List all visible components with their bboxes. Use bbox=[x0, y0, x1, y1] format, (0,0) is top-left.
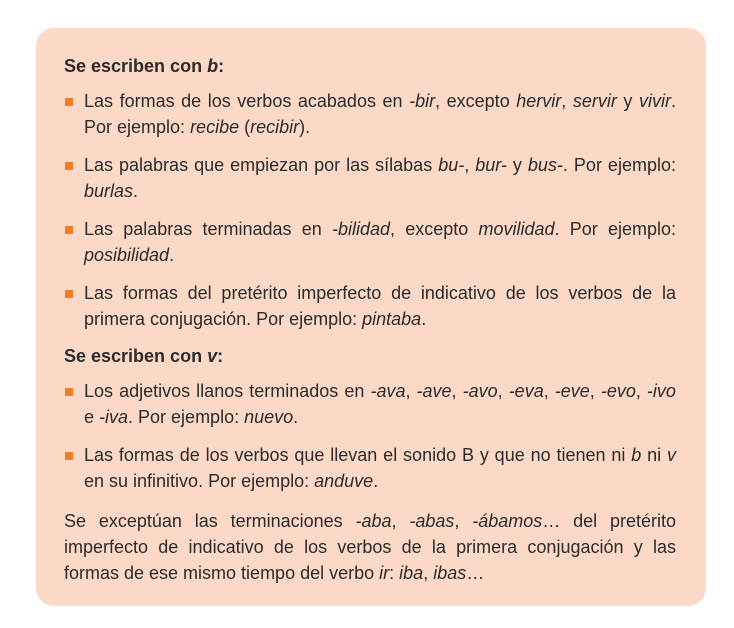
text-run: Se exceptúan las terminaciones bbox=[64, 511, 356, 531]
text-run: … del pretérito imperfecto de indicativo de los verbos de la primera conjugación y las formas de ese mismo tiempo del verbo bbox=[64, 511, 676, 583]
text-run: Las palabras terminadas en bbox=[84, 219, 332, 239]
text-run: , bbox=[405, 381, 417, 401]
italic-text: -bilidad bbox=[331, 219, 391, 239]
rules-card bbox=[36, 28, 706, 606]
italic-text: -eve bbox=[554, 381, 590, 401]
text-run: e bbox=[84, 407, 100, 427]
text-run: … bbox=[466, 563, 485, 583]
heading-v-prefix: Se escriben con bbox=[64, 346, 208, 366]
heading-b bbox=[64, 54, 676, 78]
text-run: y bbox=[616, 91, 639, 111]
italic-text: burlas bbox=[84, 181, 134, 201]
text-run: , bbox=[543, 381, 555, 401]
text-run: ni bbox=[641, 445, 667, 465]
italic-text: bus- bbox=[527, 155, 563, 175]
italic-text: servir bbox=[572, 91, 617, 111]
list-item bbox=[64, 216, 676, 268]
bullet-square-icon bbox=[65, 162, 73, 170]
list-item bbox=[64, 280, 676, 332]
list-v bbox=[64, 378, 676, 494]
text-run: Los adjetivos llanos terminados en bbox=[84, 381, 371, 401]
italic-text: b bbox=[631, 445, 642, 465]
italic-text: -ábamos bbox=[472, 511, 543, 531]
italic-text: v bbox=[667, 445, 676, 465]
text-run: , bbox=[391, 511, 410, 531]
text-run: , bbox=[589, 381, 601, 401]
text-run: , bbox=[561, 91, 573, 111]
bullet-square-icon bbox=[65, 98, 73, 106]
italic-text: -evo bbox=[600, 381, 636, 401]
italic-text: bur- bbox=[475, 155, 507, 175]
text-run: ). bbox=[299, 117, 311, 137]
italic-text: -ave bbox=[416, 381, 452, 401]
text-run: . bbox=[421, 309, 427, 329]
heading-b-letter: b bbox=[207, 56, 219, 76]
bullet-square-icon bbox=[65, 290, 73, 298]
italic-text: -eva bbox=[508, 381, 544, 401]
text-run: . bbox=[169, 245, 175, 265]
heading-v-letter: v bbox=[207, 346, 218, 366]
italic-text: recibir bbox=[250, 117, 300, 137]
list-item bbox=[64, 88, 676, 140]
italic-text: anduve bbox=[314, 471, 374, 491]
text-run: , bbox=[464, 155, 476, 175]
text-run: , bbox=[497, 381, 509, 401]
italic-text: pintaba bbox=[362, 309, 422, 329]
italic-text: nuevo bbox=[244, 407, 294, 427]
text-run: . bbox=[133, 181, 139, 201]
italic-text: -abas bbox=[409, 511, 455, 531]
bullet-square-icon bbox=[65, 388, 73, 396]
text-run: Las formas de los verbos que llevan el sonido B y que no tienen ni bbox=[84, 445, 632, 465]
italic-text: posibilidad bbox=[84, 245, 170, 265]
text-run: , excepto bbox=[435, 91, 517, 111]
list-b bbox=[64, 88, 676, 332]
text-run: , excepto bbox=[390, 219, 479, 239]
text-run: en su infinitivo. Por ejemplo: bbox=[84, 471, 315, 491]
italic-text: ibas bbox=[433, 563, 467, 583]
text-run: . Por ejemplo: bbox=[128, 407, 245, 427]
bullet-square-icon bbox=[65, 226, 73, 234]
list-item bbox=[64, 378, 676, 430]
text-run: y bbox=[506, 155, 528, 175]
bullet-square-icon bbox=[65, 452, 73, 460]
text-run: Las formas del pretérito imperfecto de indicativo de los verbos de la primera conjugación. Por ejemplo: bbox=[84, 283, 676, 329]
list-item bbox=[64, 152, 676, 204]
heading-v-suffix: : bbox=[217, 346, 224, 366]
text-run: , bbox=[635, 381, 647, 401]
text-run: , bbox=[423, 563, 434, 583]
text-run: . Por ejemplo: bbox=[562, 155, 676, 175]
heading-v bbox=[64, 344, 676, 368]
text-run: ( bbox=[239, 117, 251, 137]
text-run: . bbox=[293, 407, 299, 427]
italic-text: -bir bbox=[409, 91, 436, 111]
closing-paragraph bbox=[64, 508, 676, 586]
italic-text: vivir bbox=[638, 91, 671, 111]
italic-text: -avo bbox=[462, 381, 498, 401]
italic-text: movilidad bbox=[478, 219, 555, 239]
text-run: Las formas de los verbos acabados en bbox=[84, 91, 410, 111]
text-run: , bbox=[451, 381, 463, 401]
heading-b-suffix: : bbox=[218, 56, 225, 76]
italic-text: iba bbox=[399, 563, 424, 583]
italic-text: ir bbox=[379, 563, 390, 583]
text-run: . Por ejemplo: bbox=[554, 219, 676, 239]
text-run: . bbox=[373, 471, 379, 491]
italic-text: hervir bbox=[516, 91, 562, 111]
list-item bbox=[64, 442, 676, 494]
text-run: . Por ejemplo: bbox=[84, 91, 676, 137]
italic-text: recibe bbox=[190, 117, 240, 137]
heading-b-prefix: Se escriben con bbox=[64, 56, 208, 76]
italic-text: -ivo bbox=[646, 381, 676, 401]
text-run: : bbox=[389, 563, 400, 583]
italic-text: bu- bbox=[438, 155, 465, 175]
italic-text: -aba bbox=[355, 511, 392, 531]
italic-text: -iva bbox=[99, 407, 129, 427]
text-run: Las palabras que empiezan por las sílabas bbox=[84, 155, 439, 175]
text-run: , bbox=[454, 511, 473, 531]
italic-text: -ava bbox=[370, 381, 406, 401]
